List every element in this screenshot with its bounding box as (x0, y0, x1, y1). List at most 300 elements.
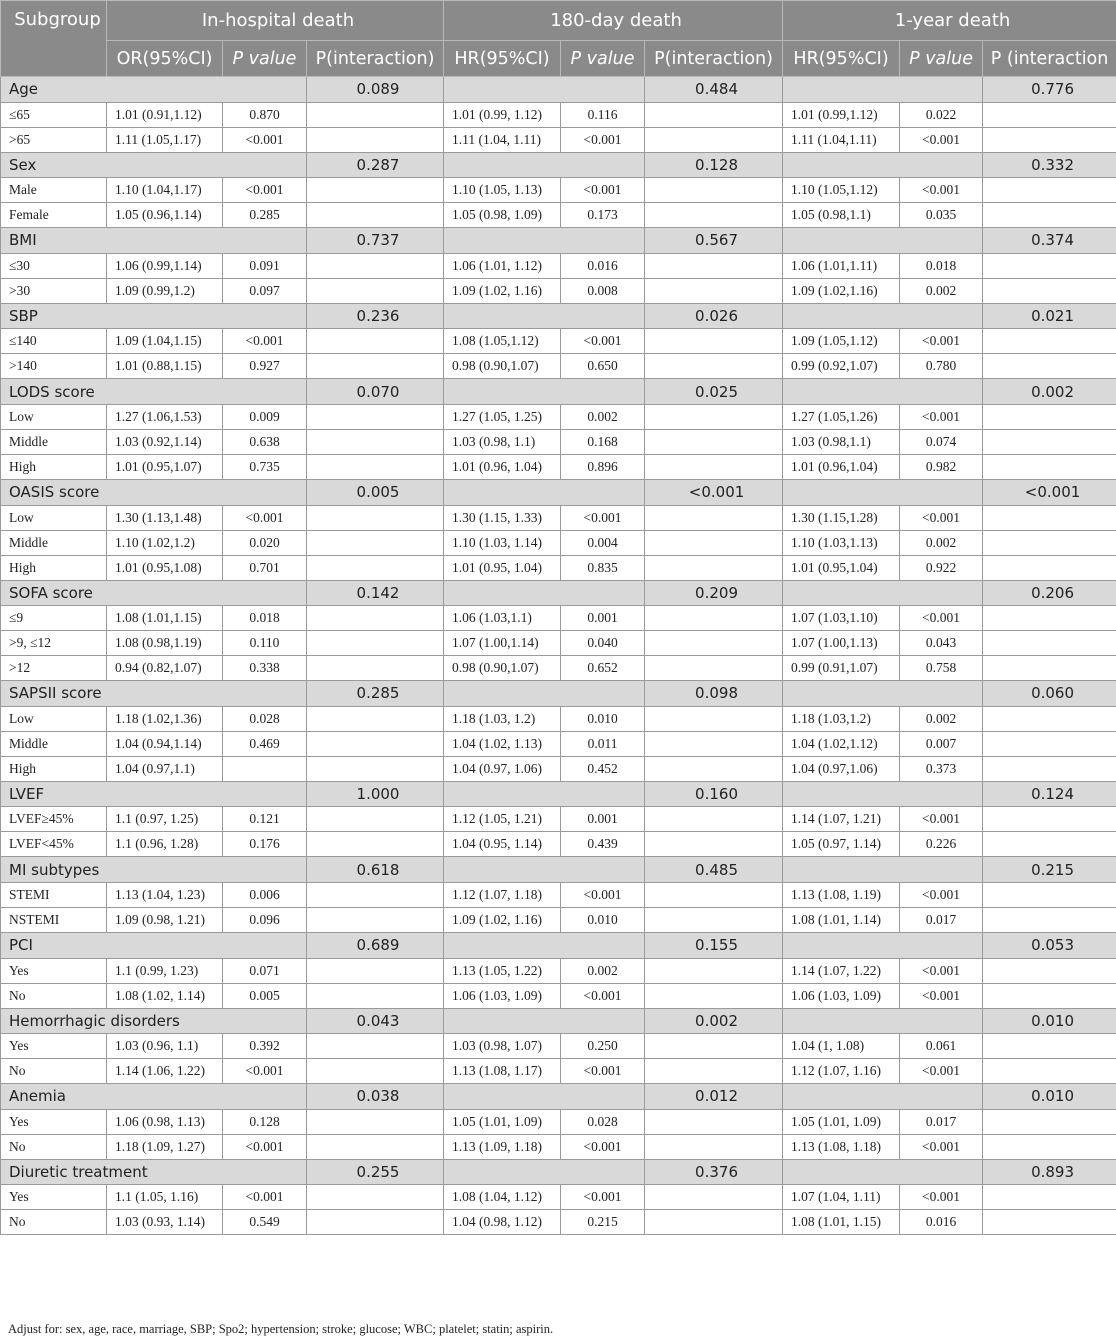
table-row (1, 832, 1116, 857)
p-value: 0.017 (900, 907, 983, 932)
row-label: ≤9 (1, 606, 107, 631)
p-value: <0.001 (561, 127, 645, 152)
p-value: 0.007 (900, 731, 983, 756)
p-value: 0.074 (900, 429, 983, 454)
p-interaction-value: 0.010 (983, 1084, 1116, 1110)
header-col: P (interaction (983, 41, 1116, 77)
p-value: 0.001 (561, 807, 645, 832)
p-interaction-empty (645, 203, 783, 228)
p-value: 0.071 (223, 958, 307, 983)
group-blank (444, 77, 645, 103)
p-value: 0.016 (900, 1210, 983, 1235)
table-row (1, 706, 1116, 731)
p-interaction-empty (983, 329, 1116, 354)
p-value: 0.040 (561, 631, 645, 656)
ci-value: 1.10 (1.02,1.2) (107, 530, 223, 555)
ci-value: 1.11 (1.04,1.11) (783, 127, 900, 152)
p-value: <0.001 (900, 1185, 983, 1210)
row-label: ≤65 (1, 102, 107, 127)
header-180-day-death: 180-day death (444, 1, 783, 41)
p-value: 0.018 (900, 253, 983, 278)
p-interaction-empty (983, 278, 1116, 303)
p-value: <0.001 (223, 1134, 307, 1159)
ci-value: 1.08 (1.01, 1.14) (783, 907, 900, 932)
group-blank (444, 228, 645, 254)
p-value: 0.028 (223, 706, 307, 731)
p-value: 0.004 (561, 530, 645, 555)
p-interaction-value: 0.215 (983, 857, 1116, 883)
p-value: <0.001 (561, 329, 645, 354)
p-value: 0.008 (561, 278, 645, 303)
p-interaction-empty (645, 354, 783, 379)
ci-value: 1.13 (1.05, 1.22) (444, 958, 561, 983)
p-interaction-value: <0.001 (983, 479, 1116, 505)
ci-value: 1.01 (0.99,1.12) (783, 102, 900, 127)
table-row (1, 278, 1116, 303)
p-value: 0.018 (223, 606, 307, 631)
group-blank (444, 379, 645, 405)
group-blank (444, 932, 645, 958)
p-value: 0.028 (561, 1109, 645, 1134)
table-row (1, 1109, 1116, 1134)
ci-value: 1.30 (1.15, 1.33) (444, 505, 561, 530)
table-row (1, 329, 1116, 354)
row-label: No (1, 1134, 107, 1159)
p-value: 0.392 (223, 1034, 307, 1059)
ci-value: 1.10 (1.05,1.12) (783, 178, 900, 203)
header-col: P(interaction) (307, 41, 444, 77)
p-interaction-value: 0.002 (645, 1008, 783, 1034)
row-label: NSTEMI (1, 907, 107, 932)
ci-value: 1.06 (0.99,1.14) (107, 253, 223, 278)
ci-value: 1.01 (0.91,1.12) (107, 102, 223, 127)
ci-value: 1.10 (1.05, 1.13) (444, 178, 561, 203)
row-label: LVEF<45% (1, 832, 107, 857)
p-interaction-value: 0.374 (983, 228, 1116, 254)
p-interaction-value: 0.737 (307, 228, 444, 254)
p-interaction-empty (307, 1185, 444, 1210)
p-interaction-empty (307, 832, 444, 857)
p-value: 0.091 (223, 253, 307, 278)
ci-value: 1.09 (0.99,1.2) (107, 278, 223, 303)
header-col: P(interaction) (645, 41, 783, 77)
p-value: 0.005 (223, 983, 307, 1008)
group-header-row (1, 1084, 1116, 1110)
p-interaction-empty (983, 354, 1116, 379)
p-value: 0.009 (223, 404, 307, 429)
p-interaction-value: 0.025 (645, 379, 783, 405)
p-value: 0.780 (900, 354, 983, 379)
p-interaction-value: 0.026 (645, 303, 783, 329)
group-label: Hemorrhagic disorders (1, 1008, 307, 1034)
p-value: 0.896 (561, 454, 645, 479)
p-interaction-empty (983, 1210, 1116, 1235)
ci-value: 1.05 (0.96,1.14) (107, 203, 223, 228)
p-interaction-empty (307, 505, 444, 530)
group-header-row (1, 781, 1116, 807)
p-interaction-empty (645, 907, 783, 932)
footnote: Adjust for: sex, age, race, marriage, SBP; Spo2; hypertension; stroke; glucose; WBC; platelet; statin; aspirin. (8, 1322, 554, 1336)
p-interaction-empty (645, 882, 783, 907)
p-interaction-empty (645, 606, 783, 631)
ci-value: 1.01 (0.95,1.08) (107, 555, 223, 580)
p-value: <0.001 (900, 882, 983, 907)
p-interaction-value: 0.484 (645, 77, 783, 103)
p-interaction-value: 0.567 (645, 228, 783, 254)
p-interaction-empty (307, 454, 444, 479)
p-interaction-value: 0.332 (983, 152, 1116, 178)
p-value: 0.002 (561, 404, 645, 429)
ci-value: 1.05 (0.98,1.1) (783, 203, 900, 228)
p-interaction-empty (645, 253, 783, 278)
ci-value: 1.13 (1.09, 1.18) (444, 1134, 561, 1159)
group-label: Age (1, 77, 307, 103)
group-label: LODS score (1, 379, 307, 405)
row-label: No (1, 1059, 107, 1084)
row-label: Yes (1, 958, 107, 983)
p-interaction-value: <0.001 (645, 479, 783, 505)
p-value: <0.001 (900, 606, 983, 631)
table-row (1, 505, 1116, 530)
p-interaction-empty (645, 102, 783, 127)
p-interaction-empty (645, 278, 783, 303)
ci-value: 1.13 (1.08, 1.18) (783, 1134, 900, 1159)
ci-value: 1.1 (1.05, 1.16) (107, 1185, 223, 1210)
header-in-hospital-death: In-hospital death (107, 1, 444, 41)
p-interaction-empty (645, 832, 783, 857)
table-row (1, 454, 1116, 479)
header-1-year-death: 1-year death (783, 1, 1116, 41)
ci-value: 1.11 (1.05,1.17) (107, 127, 223, 152)
group-blank (783, 228, 983, 254)
p-value: <0.001 (900, 983, 983, 1008)
table-row (1, 882, 1116, 907)
p-value: <0.001 (900, 958, 983, 983)
row-label: >9, ≤12 (1, 631, 107, 656)
ci-value: 1.01 (0.96,1.04) (783, 454, 900, 479)
ci-value: 1.04 (1.02,1.12) (783, 731, 900, 756)
p-interaction-empty (645, 1034, 783, 1059)
p-interaction-empty (983, 505, 1116, 530)
p-interaction-empty (645, 807, 783, 832)
table-row (1, 958, 1116, 983)
table-row (1, 354, 1116, 379)
p-value: <0.001 (223, 1059, 307, 1084)
p-interaction-empty (645, 1210, 783, 1235)
p-value: 0.020 (223, 530, 307, 555)
table-row (1, 807, 1116, 832)
p-value: <0.001 (561, 1134, 645, 1159)
ci-value: 1.03 (0.98, 1.1) (444, 429, 561, 454)
p-interaction-empty (645, 1109, 783, 1134)
row-label: No (1, 983, 107, 1008)
ci-value: 1.05 (0.97, 1.14) (783, 832, 900, 857)
p-value: 0.121 (223, 807, 307, 832)
p-interaction-empty (983, 555, 1116, 580)
p-interaction-empty (307, 606, 444, 631)
p-interaction-empty (307, 178, 444, 203)
group-header-row (1, 932, 1116, 958)
p-interaction-value: 0.002 (983, 379, 1116, 405)
p-interaction-empty (307, 429, 444, 454)
ci-value: 1.04 (1.02, 1.13) (444, 731, 561, 756)
table-row (1, 253, 1116, 278)
ci-value: 1.13 (1.08, 1.19) (783, 882, 900, 907)
header-subgroup: Subgroup (1, 1, 107, 77)
p-value: <0.001 (900, 1134, 983, 1159)
p-interaction-empty (983, 606, 1116, 631)
group-label: MI subtypes (1, 857, 307, 883)
p-interaction-value: 0.098 (645, 681, 783, 707)
header-row-columns (1, 41, 1116, 77)
p-interaction-value: 0.128 (645, 152, 783, 178)
table-row (1, 404, 1116, 429)
p-interaction-value: 0.053 (983, 932, 1116, 958)
p-value: 0.338 (223, 656, 307, 681)
table-row (1, 1185, 1116, 1210)
p-interaction-value: 0.043 (307, 1008, 444, 1034)
p-value: 0.922 (900, 555, 983, 580)
p-interaction-empty (307, 127, 444, 152)
row-label: Yes (1, 1185, 107, 1210)
group-blank (444, 1084, 645, 1110)
row-label: >140 (1, 354, 107, 379)
p-interaction-empty (307, 958, 444, 983)
p-value: 0.373 (900, 756, 983, 781)
p-interaction-empty (645, 958, 783, 983)
p-interaction-empty (983, 656, 1116, 681)
ci-value: 1.12 (1.07, 1.16) (783, 1059, 900, 1084)
p-interaction-empty (307, 631, 444, 656)
table-row (1, 631, 1116, 656)
p-value: <0.001 (223, 1185, 307, 1210)
p-value: 0.176 (223, 832, 307, 857)
group-blank (783, 1084, 983, 1110)
p-value: 0.982 (900, 454, 983, 479)
p-interaction-value: 0.206 (983, 580, 1116, 606)
header-col: HR(95%CI) (444, 41, 561, 77)
p-interaction-empty (983, 203, 1116, 228)
ci-value: 1.1 (0.99, 1.23) (107, 958, 223, 983)
ci-value: 1.27 (1.05,1.26) (783, 404, 900, 429)
ci-value: 1.05 (1.01, 1.09) (783, 1109, 900, 1134)
p-value: 0.835 (561, 555, 645, 580)
p-interaction-empty (307, 983, 444, 1008)
p-interaction-empty (645, 756, 783, 781)
table-row (1, 606, 1116, 631)
table-row (1, 555, 1116, 580)
group-label: Anemia (1, 1084, 307, 1110)
p-interaction-empty (645, 706, 783, 731)
table-row (1, 127, 1116, 152)
ci-value: 1.09 (0.98, 1.21) (107, 907, 223, 932)
group-label: Sex (1, 152, 307, 178)
ci-value: 1.06 (1.03, 1.09) (783, 983, 900, 1008)
ci-value: 1.08 (0.98,1.19) (107, 631, 223, 656)
group-blank (444, 479, 645, 505)
p-value: <0.001 (561, 1185, 645, 1210)
p-interaction-empty (307, 1134, 444, 1159)
table-row (1, 1034, 1116, 1059)
p-interaction-value: 1.000 (307, 781, 444, 807)
ci-value: 1.1 (0.97, 1.25) (107, 807, 223, 832)
p-interaction-empty (983, 429, 1116, 454)
p-value: <0.001 (900, 1059, 983, 1084)
p-value: <0.001 (561, 882, 645, 907)
header-col: HR(95%CI) (783, 41, 900, 77)
p-interaction-empty (983, 1034, 1116, 1059)
ci-value: 1.13 (1.04, 1.23) (107, 882, 223, 907)
ci-value: 1.14 (1.07, 1.21) (783, 807, 900, 832)
p-value: 0.010 (561, 706, 645, 731)
p-value (223, 756, 307, 781)
group-label: Diuretic treatment (1, 1159, 307, 1185)
ci-value: 1.03 (0.93, 1.14) (107, 1210, 223, 1235)
p-interaction-empty (983, 178, 1116, 203)
ci-value: 1.03 (0.92,1.14) (107, 429, 223, 454)
p-interaction-empty (983, 807, 1116, 832)
group-header-row (1, 857, 1116, 883)
p-value: 0.097 (223, 278, 307, 303)
p-value: 0.002 (900, 530, 983, 555)
ci-value: 1.01 (0.95, 1.04) (444, 555, 561, 580)
p-interaction-empty (983, 958, 1116, 983)
p-interaction-value: 0.893 (983, 1159, 1116, 1185)
table-row (1, 656, 1116, 681)
ci-value: 1.01 (0.96, 1.04) (444, 454, 561, 479)
group-label: SBP (1, 303, 307, 329)
group-blank (783, 1008, 983, 1034)
p-value: <0.001 (900, 178, 983, 203)
p-interaction-empty (307, 329, 444, 354)
group-header-row (1, 580, 1116, 606)
row-label: Yes (1, 1109, 107, 1134)
ci-value: 1.06 (1.01, 1.12) (444, 253, 561, 278)
group-header-row (1, 303, 1116, 329)
p-interaction-empty (307, 706, 444, 731)
p-value: <0.001 (900, 127, 983, 152)
p-interaction-value: 0.776 (983, 77, 1116, 103)
p-interaction-empty (983, 530, 1116, 555)
row-label: Low (1, 505, 107, 530)
header-col: OR(95%CI) (107, 41, 223, 77)
table-row (1, 178, 1116, 203)
group-blank (444, 1008, 645, 1034)
row-label: >30 (1, 278, 107, 303)
row-label: ≤140 (1, 329, 107, 354)
ci-value: 1.08 (1.05,1.12) (444, 329, 561, 354)
group-header-row (1, 479, 1116, 505)
header-col: P value (900, 41, 983, 77)
group-blank (783, 580, 983, 606)
table-row (1, 203, 1116, 228)
ci-value: 1.01 (0.88,1.15) (107, 354, 223, 379)
group-label: LVEF (1, 781, 307, 807)
table-row (1, 1210, 1116, 1235)
p-interaction-empty (983, 1185, 1116, 1210)
ci-value: 1.11 (1.04, 1.11) (444, 127, 561, 152)
p-value: 0.226 (900, 832, 983, 857)
p-interaction-empty (983, 631, 1116, 656)
p-value: 0.011 (561, 731, 645, 756)
p-interaction-empty (307, 354, 444, 379)
p-interaction-empty (307, 1210, 444, 1235)
ci-value: 1.01 (0.95,1.07) (107, 454, 223, 479)
p-interaction-empty (645, 1134, 783, 1159)
group-header-row (1, 1008, 1116, 1034)
ci-value: 1.10 (1.04,1.17) (107, 178, 223, 203)
row-label: Yes (1, 1034, 107, 1059)
ci-value: 0.98 (0.90,1.07) (444, 656, 561, 681)
table-row (1, 983, 1116, 1008)
p-interaction-empty (983, 731, 1116, 756)
p-value: 0.173 (561, 203, 645, 228)
p-interaction-empty (307, 278, 444, 303)
p-value: 0.758 (900, 656, 983, 681)
p-value: 0.006 (223, 882, 307, 907)
p-value: 0.469 (223, 731, 307, 756)
p-value: 0.017 (900, 1109, 983, 1134)
p-interaction-empty (307, 1109, 444, 1134)
row-label: Low (1, 706, 107, 731)
ci-value: 0.99 (0.92,1.07) (783, 354, 900, 379)
group-blank (444, 303, 645, 329)
p-value: 0.002 (900, 706, 983, 731)
group-blank (444, 1159, 645, 1185)
ci-value: 1.08 (1.04, 1.12) (444, 1185, 561, 1210)
row-label: Male (1, 178, 107, 203)
ci-value: 1.05 (0.98, 1.09) (444, 203, 561, 228)
group-label: SOFA score (1, 580, 307, 606)
group-label: PCI (1, 932, 307, 958)
p-interaction-empty (983, 706, 1116, 731)
group-blank (783, 1159, 983, 1185)
p-value: 0.701 (223, 555, 307, 580)
p-value: <0.001 (561, 983, 645, 1008)
ci-value: 1.06 (1.03, 1.09) (444, 983, 561, 1008)
p-value: <0.001 (561, 505, 645, 530)
p-interaction-empty (307, 907, 444, 932)
row-label: ≤30 (1, 253, 107, 278)
p-interaction-empty (307, 253, 444, 278)
p-value: 0.168 (561, 429, 645, 454)
p-interaction-empty (983, 756, 1116, 781)
p-interaction-empty (983, 253, 1116, 278)
p-interaction-value: 0.285 (307, 681, 444, 707)
ci-value: 1.08 (1.01,1.15) (107, 606, 223, 631)
row-label: STEMI (1, 882, 107, 907)
p-value: 0.735 (223, 454, 307, 479)
p-interaction-empty (645, 127, 783, 152)
ci-value: 1.27 (1.05, 1.25) (444, 404, 561, 429)
p-interaction-value: 0.236 (307, 303, 444, 329)
p-interaction-value: 0.070 (307, 379, 444, 405)
p-value: <0.001 (900, 404, 983, 429)
ci-value: 1.30 (1.15,1.28) (783, 505, 900, 530)
p-interaction-empty (307, 756, 444, 781)
p-interaction-value: 0.060 (983, 681, 1116, 707)
p-interaction-empty (983, 983, 1116, 1008)
p-interaction-empty (645, 329, 783, 354)
ci-value: 1.18 (1.03,1.2) (783, 706, 900, 731)
p-interaction-value: 0.485 (645, 857, 783, 883)
p-interaction-value: 0.209 (645, 580, 783, 606)
p-interaction-value: 0.155 (645, 932, 783, 958)
p-interaction-empty (645, 1059, 783, 1084)
p-value: 0.250 (561, 1034, 645, 1059)
p-interaction-value: 0.021 (983, 303, 1116, 329)
p-interaction-empty (983, 404, 1116, 429)
